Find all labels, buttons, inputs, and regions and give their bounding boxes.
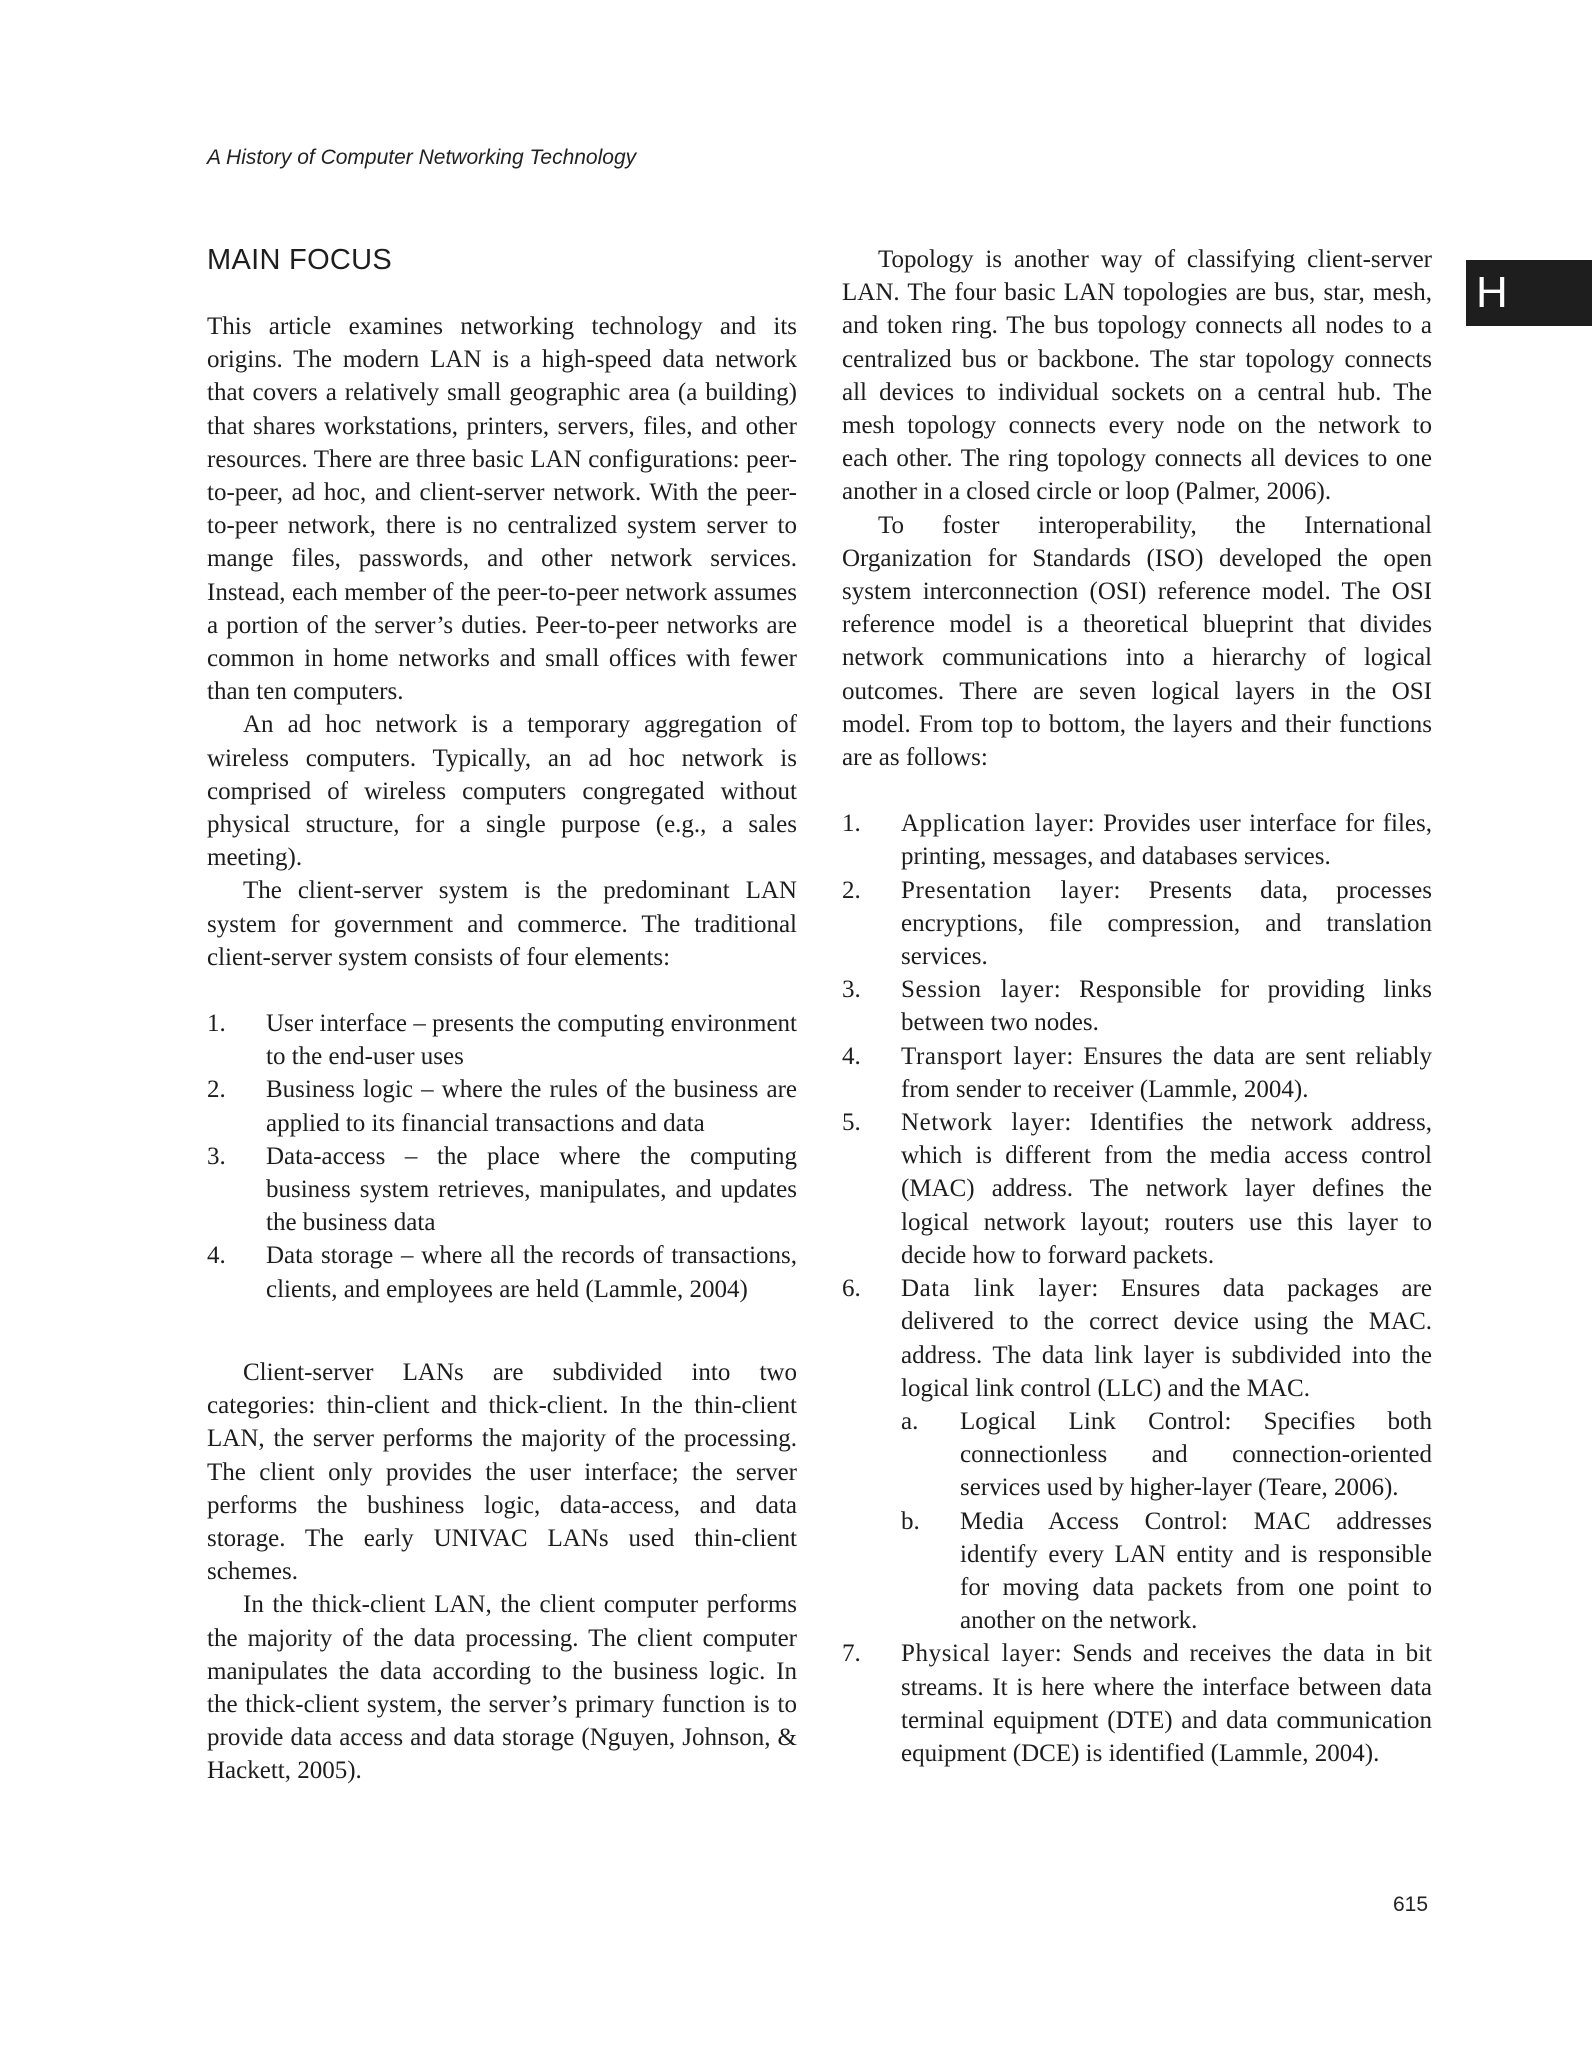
list-item-text: Business logic – where the rules of the business are applied to its financial transactions and data <box>266 1076 797 1137</box>
layer-name: Session layer <box>901 976 1054 1004</box>
section-heading: MAIN FOCUS <box>207 244 393 276</box>
layer-name: Transport layer <box>901 1042 1067 1070</box>
left-column <box>207 240 797 1788</box>
layer-name: Application layer <box>901 810 1088 838</box>
list-item <box>207 1239 797 1305</box>
list-item <box>842 1040 1432 1106</box>
list-item <box>207 1073 797 1139</box>
paragraph-intro: This article examines networking technology and its origins. The modern LAN is a high-speed data network that covers a relatively small geographic area (a building) that shares workstations, printers, servers, files, and other resources. There are three basic LAN configurations: peer-to-peer, ad hoc, and client-server network. With the peer-to-peer network, there is no centralized system server to mange files, passwords, and other network services. Instead, each member of the peer-to-peer network assumes a portion of the server’s duties. Peer-to-peer networks are common in home networks and small offices with fewer than ten computers. <box>207 313 797 706</box>
sublist-item-text: Logical Link Control: Specifies both connectionless and connection-oriented services used by higher-layer (Teare, 2006). <box>960 1407 1432 1502</box>
list-item <box>842 1106 1432 1272</box>
running-head: A History of Computer Networking Technology <box>207 146 637 169</box>
right-column <box>842 243 1432 1770</box>
paragraph-topology: Topology is another way of classifying client-server LAN. The four basic LAN topologies are bus, star, mesh, and token ring. The bus topology connects all nodes to a centralized bus or backbone. The star topology connects all devices to individual sockets on a central hub. The mesh topology connects every node on the network to each other. The ring topology connects all devices to one another in a closed circle or loop (Palmer, 2006). <box>842 246 1432 506</box>
list-item-text: Data-access – the place where the computing business system retrieves, manipulates, and updates the business data <box>266 1142 797 1237</box>
list-item <box>842 874 1432 974</box>
layer-name: Network layer <box>901 1109 1065 1137</box>
list-number: 1. <box>842 810 861 838</box>
list-item <box>207 1007 797 1073</box>
layer-name: Data link layer <box>901 1275 1092 1303</box>
list-item-text: User interface – presents the computing environment to the end-user uses <box>266 1010 797 1071</box>
list-item <box>207 1140 797 1240</box>
sublist-letter: a. <box>901 1407 919 1435</box>
paragraph-thin-client: Client-server LANs are subdivided into two categories: thin-client and thick-client. In the thin-client LAN, the server performs the majority of the processing. The client only provides the user interface; the server performs the bushiness logic, data-access, and data storage. The early UNIVAC LANs used thin-client schemes. <box>207 1358 797 1586</box>
list-number: 4. <box>207 1242 226 1270</box>
layer-description: : Responsible for providing links between two nodes. <box>901 976 1432 1037</box>
paragraph-client-server: The client-server system is the predominant LAN system for government and commerce. The traditional client-server system consists of four elements: <box>207 877 797 971</box>
list-item <box>842 1637 1432 1770</box>
list-number: 1. <box>207 1010 226 1038</box>
list-number: 2. <box>207 1076 226 1104</box>
list-number: 3. <box>842 976 861 1004</box>
page-number: 615 <box>1393 1893 1429 1916</box>
layer-name: Presentation layer <box>901 876 1114 904</box>
list-item <box>842 1272 1432 1637</box>
section-thumb-tab: H <box>1466 260 1592 326</box>
list-number: 5. <box>842 1109 861 1137</box>
layer-description: : Ensures the data are sent reliably from sender to receiver (Lammle, 2004). <box>901 1042 1433 1103</box>
layer-description: : Ensures data packages are delivered to the correct device using the MAC. address. The data link layer is subdivided into the logical link control (LLC) and the MAC. <box>901 1275 1432 1402</box>
layer-description: : Presents data, processes encryptions, file compression, and translation services. <box>901 876 1432 971</box>
sublist-letter: b. <box>901 1507 920 1535</box>
sublist-item <box>901 1505 1432 1638</box>
list-number: 4. <box>842 1042 861 1070</box>
layer-description: : Identifies the network address, which is different from the media access control (MAC) address. The network layer defines the logical network layout; routers use this layer to decide how to forward packets. <box>901 1109 1432 1269</box>
osi-layers-list <box>842 807 1432 1770</box>
list-item <box>842 807 1432 873</box>
list-number: 3. <box>207 1142 226 1170</box>
list-number: 7. <box>842 1640 861 1668</box>
paragraph-thick-client: In the thick-client LAN, the client computer performs the majority of the data processing. The client computer manipulates the data according to the business logic. In the thick-client system, the server’s primary function is to provide data access and data storage (Nguyen, Johnson, & Hackett, 2005). <box>207 1591 797 1785</box>
paragraph-ad-hoc: An ad hoc network is a temporary aggregation of wireless computers. Typically, an ad hoc network is comprised of wireless computers congregated without physical structure, for a single purpose (e.g., a sales meeting). <box>207 711 797 872</box>
paragraph-osi: To foster interoperability, the International Organization for Standards (ISO) developed the open system interconnection (OSI) reference model. The OSI reference model is a theoretical blueprint that divides network communications into a hierarchy of logical outcomes. There are seven logical layers in the OSI model. From top to bottom, the layers and their functions are as follows: <box>842 511 1432 772</box>
layer-description: : Sends and receives the data in bit streams. It is here where the interface between data terminal equipment (DTE) and data communication equipment (DCE) is identified (Lammle, 2004). <box>901 1640 1432 1767</box>
layer-description: : Provides user interface for files, printing, messages, and databases services. <box>901 810 1432 871</box>
client-server-elements-list <box>207 1007 797 1306</box>
data-link-sublayers-list <box>901 1405 1432 1637</box>
list-number: 6. <box>842 1275 861 1303</box>
sublist-item-text: Media Access Control: MAC addresses identify every LAN entity and is responsible for moving data packets from one point to another on the network. <box>960 1507 1432 1635</box>
list-item-text: Data storage – where all the records of transactions, clients, and employees are held (Lammle, 2004) <box>266 1242 797 1303</box>
sublist-item <box>901 1405 1432 1505</box>
list-item <box>842 973 1432 1039</box>
list-number: 2. <box>842 876 861 904</box>
layer-name: Physical layer <box>901 1640 1055 1668</box>
